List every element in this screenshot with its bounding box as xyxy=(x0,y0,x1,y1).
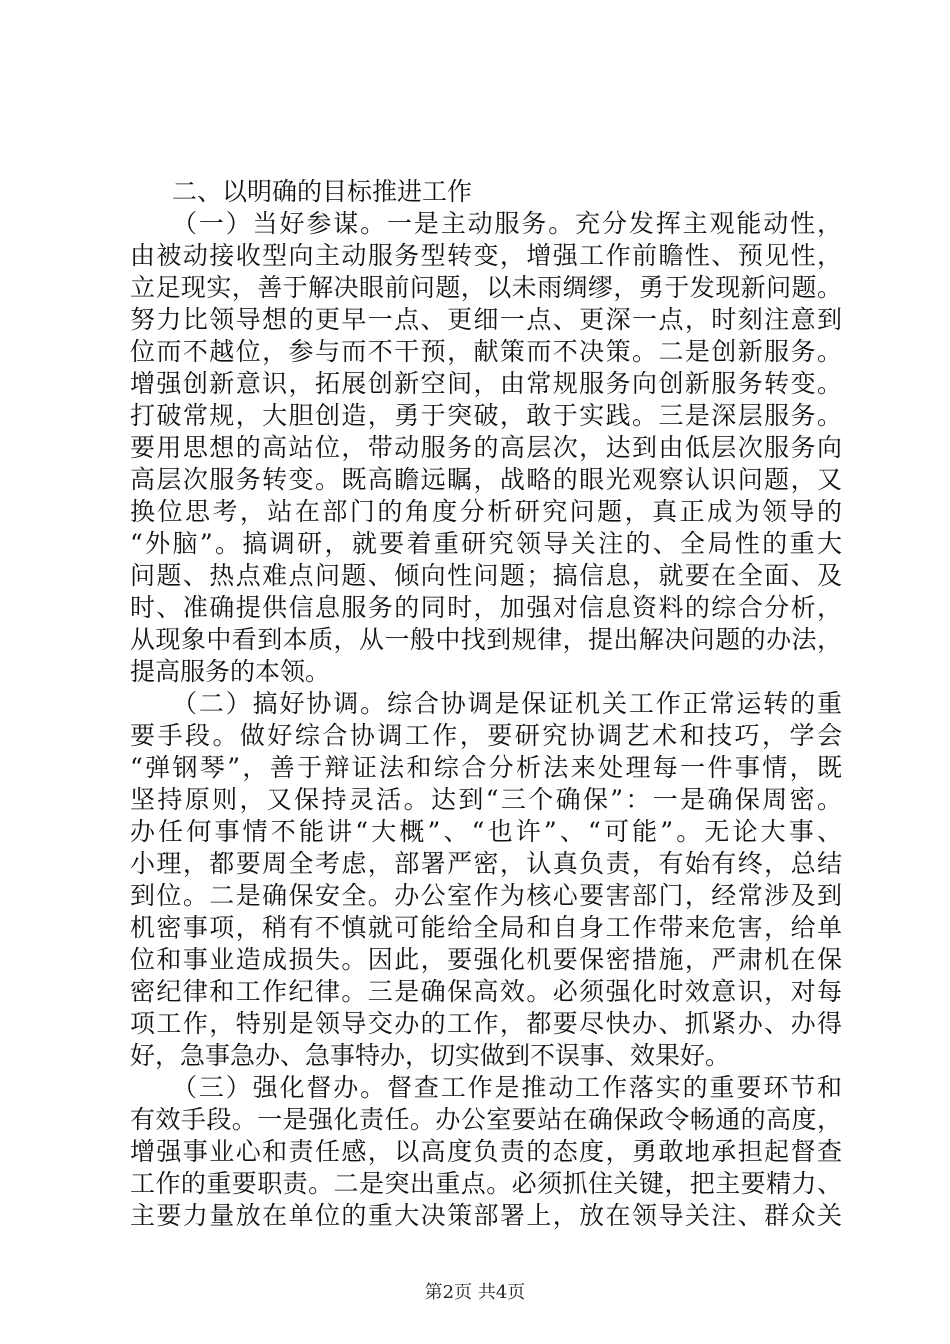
paragraph-line: 主要力量放在单位的重大决策部署上，放在领导关注、群众关 xyxy=(130,1201,842,1230)
section-heading: 二、以明确的目标推进工作 xyxy=(172,177,473,206)
paragraph-line: 增强创新意识，拓展创新空间，由常规服务向创新服务转变。 xyxy=(130,369,842,398)
paragraph-line: （一）当好参谋。一是主动服务。充分发挥主观能动性， xyxy=(172,209,842,238)
page-footer: 第2页 共4页 xyxy=(424,1282,526,1303)
paragraph-line: 时、准确提供信息服务的同时，加强对信息资料的综合分析， xyxy=(130,593,842,622)
paragraph-line: 努力比领导想的更早一点、更细一点、更深一点，时刻注意到 xyxy=(130,305,842,334)
paragraph-line: 坚持原则，又保持灵活。达到“三个确保”：一是确保周密。 xyxy=(130,785,842,814)
paragraph-line: 工作的重要职责。二是突出重点。必须抓住关键，把主要精力、 xyxy=(130,1169,842,1198)
paragraph-line: 小理，都要周全考虑，部署严密，认真负责，有始有终，总结 xyxy=(130,849,842,878)
paragraph-line: 高层次服务转变。既高瞻远瞩，战略的眼光观察认识问题，又 xyxy=(130,465,842,494)
paragraph-line: 从现象中看到本质，从一般中找到规律，提出解决问题的办法， xyxy=(130,625,842,654)
paragraph-line: 有效手段。一是强化责任。办公室要站在确保政令畅通的高度， xyxy=(130,1105,842,1134)
paragraph-line: 打破常规，大胆创造，勇于突破，敢于实践。三是深层服务。 xyxy=(130,401,842,430)
paragraph-line: 由被动接收型向主动服务型转变，增强工作前瞻性、预见性， xyxy=(130,241,842,270)
paragraph-line: 换位思考，站在部门的角度分析研究问题，真正成为领导的 xyxy=(130,497,842,526)
paragraph-line: 位而不越位，参与而不干预，献策而不决策。二是创新服务。 xyxy=(130,337,842,366)
paragraph-line: 密纪律和工作纪律。三是确保高效。必须强化时效意识，对每 xyxy=(130,977,842,1006)
document-body xyxy=(130,176,842,1232)
paragraph-line: 项工作，特别是领导交办的工作，都要尽快办、抓紧办、办得 xyxy=(130,1009,842,1038)
paragraph-line: 要用思想的高站位，带动服务的高层次，达到由低层次服务向 xyxy=(130,433,842,462)
paragraph-line: （二）搞好协调。综合协调是保证机关工作正常运转的重 xyxy=(172,689,842,718)
paragraph-line: 好，急事急办、急事特办，切实做到不误事、效果好。 xyxy=(130,1041,731,1070)
paragraph-line: “弹钢琴”，善于辩证法和综合分析法来处理每一件事情，既 xyxy=(130,753,842,782)
paragraph-line: （三）强化督办。督查工作是推动工作落实的重要环节和 xyxy=(172,1073,842,1102)
paragraph-line: 要手段。做好综合协调工作，要研究协调艺术和技巧，学会 xyxy=(130,721,842,750)
paragraph-line: 到位。二是确保安全。办公室作为核心要害部门，经常涉及到 xyxy=(130,881,842,910)
paragraph-line: 位和事业造成损失。因此，要强化机要保密措施，严肃机在保 xyxy=(130,945,842,974)
paragraph-line: 提高服务的本领。 xyxy=(130,657,331,686)
paragraph-line: “外脑”。搞调研，就要着重研究领导关注的、全局性的重大 xyxy=(130,529,842,558)
paragraph-line: 办任何事情不能讲“大概”、“也许”、“可能”。无论大事、 xyxy=(130,817,842,846)
paragraph-line: 增强事业心和责任感，以高度负责的态度，勇敢地承担起督查 xyxy=(130,1137,842,1166)
paragraph-line: 机密事项，稍有不慎就可能给全局和自身工作带来危害，给单 xyxy=(130,913,842,942)
paragraph-line: 立足现实，善于解决眼前问题，以未雨绸缪，勇于发现新问题。 xyxy=(130,273,842,302)
paragraph-line: 问题、热点难点问题、倾向性问题；搞信息，就要在全面、及 xyxy=(130,561,842,590)
